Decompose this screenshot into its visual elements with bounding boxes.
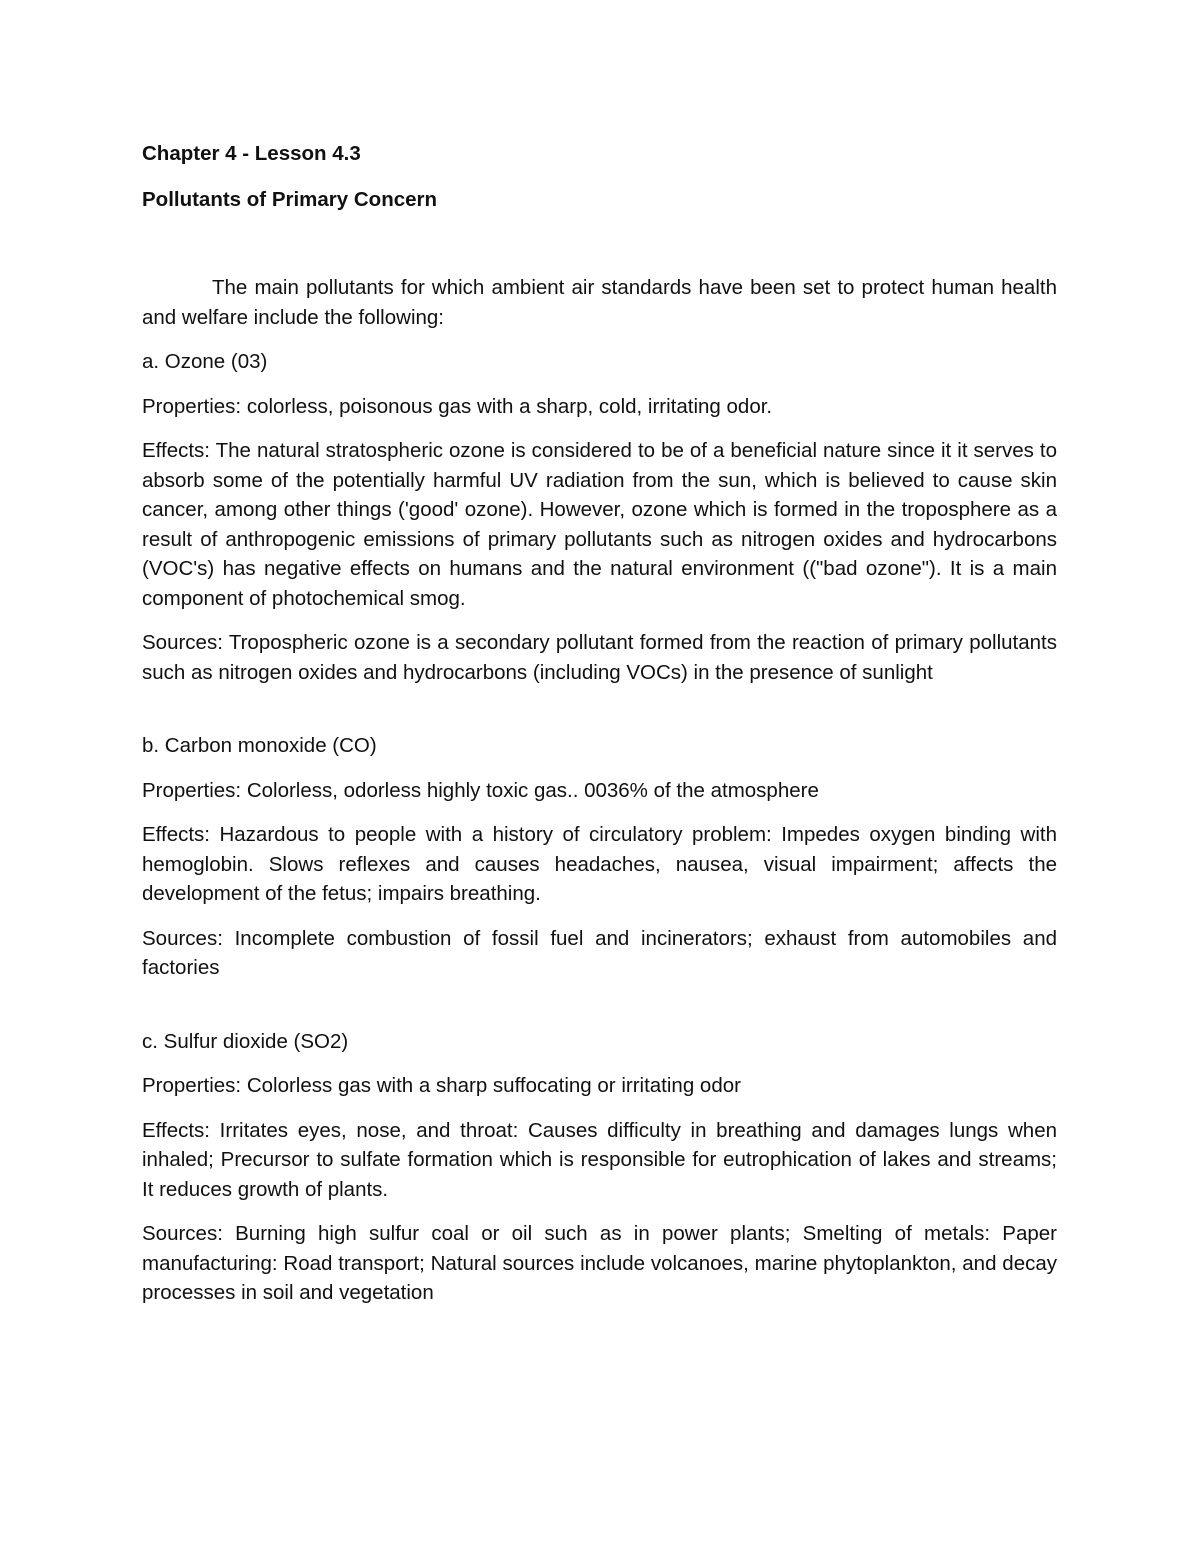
pollutant-sources: Sources: Incomplete combustion of fossil fuel and incinerators; exhaust from automobiles and factories [142,926,1057,979]
pollutant-sources: Sources: Tropospheric ozone is a secondary pollutant formed from the reaction of primary pollutants such as nitrogen oxides and hydrocarbons (including VOCs) in the presence of sunlight [142,631,1057,684]
pollutant-section-carbon-monoxide [142,731,1057,983]
pollutant-section-ozone [142,347,1057,687]
pollutant-effects: Effects: The natural stratospheric ozone is considered to be of a beneficial nature since it it serves to absorb some of the potentially harmful UV radiation from the sun, which is believed to cause skin cancer, among other things ('good' ozone). However, ozone which is formed in the troposphere as a result of anthropogenic emissions of primary pollutants such as nitrogen oxides and hydrocarbons (VOC's) has negative effects on humans and the natural environment (("bad ozone"). It is a main component of photochemical smog. [142,439,1057,610]
pollutant-section-sulfur-dioxide [142,1027,1057,1308]
document-page [142,138,1057,1308]
pollutant-properties: Properties: Colorless gas with a sharp suffocating or irritating odor [142,1074,741,1097]
pollutant-name: b. Carbon monoxide (CO) [142,734,377,757]
pollutant-properties: Properties: colorless, poisonous gas with a sharp, cold, irritating odor. [142,394,773,418]
chapter-heading: Chapter 4 - Lesson 4.3 [142,142,361,165]
pollutant-properties: Properties: Colorless, odorless highly toxic gas.. 0036% of the atmosphere [142,778,819,802]
pollutant-sources: Sources: Burning high sulfur coal or oil such as in power plants; Smelting of metals: Paper manufacturing: Road transport; Natural sources include volcanoes, marine phytoplankton, and decay processes in soil and vegetation [142,1222,1057,1304]
lesson-title: Pollutants of Primary Concern [142,188,438,211]
pollutant-name: a. Ozone (03) [142,350,268,373]
pollutant-effects: Effects: Hazardous to people with a history of circulatory problem: Impedes oxygen binding with hemoglobin. Slows reflexes and causes headaches, nausea, visual impairment; affects the development of the fetus; impairs breathing. [142,823,1057,905]
pollutant-name: c. Sulfur dioxide (SO2) [142,1029,349,1053]
pollutant-effects: Effects: Irritates eyes, nose, and throat: Causes difficulty in breathing and damages lungs when inhaled; Precursor to sulfate formation which is responsible for eutrophication of lakes and streams; It reduces growth of plants. [142,1118,1057,1201]
intro-paragraph: The main pollutants for which ambient air standards have been set to protect human health and welfare include the following: [142,276,1057,329]
